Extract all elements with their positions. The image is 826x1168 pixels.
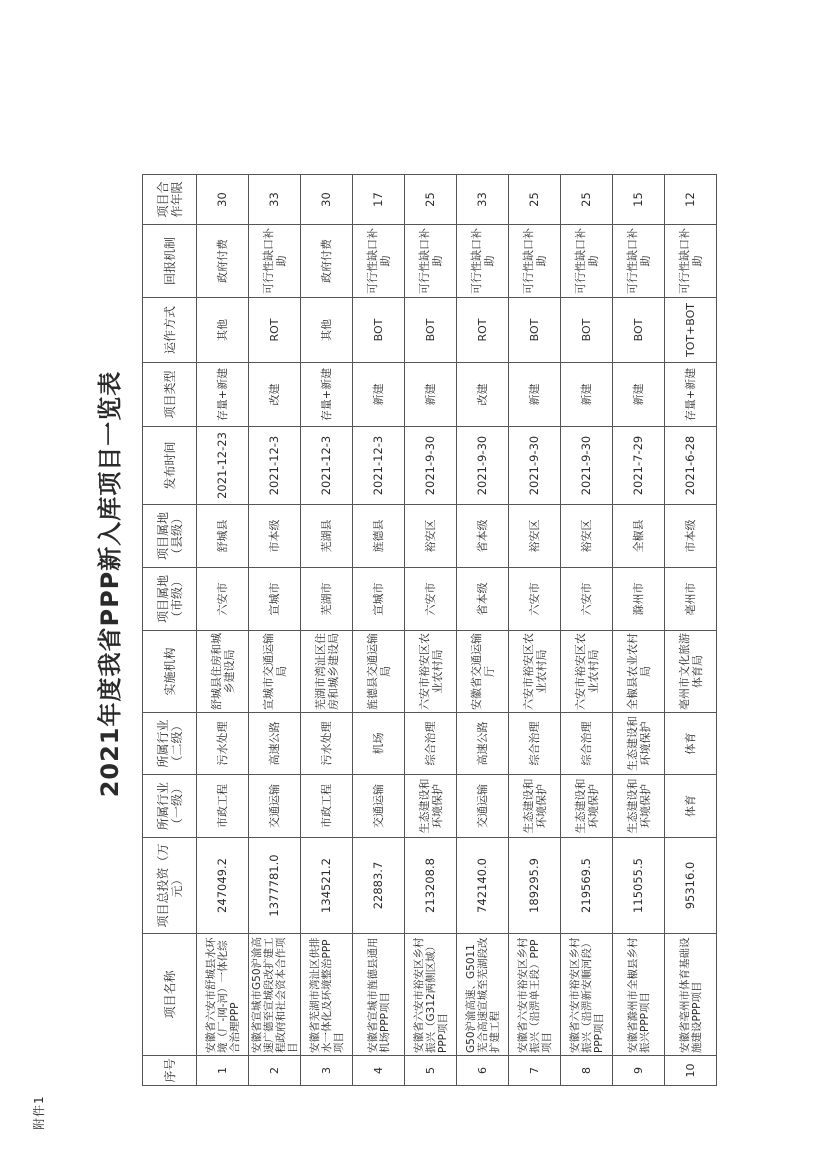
cell-implementing-agency: 亳州市文化旅游体育局: [665, 631, 717, 713]
header-industry-level1: 所属行业（一级）: [143, 775, 197, 838]
cell-industry-level1: 体育: [665, 775, 717, 838]
cell-return-mechanism: 政府付费: [197, 225, 249, 298]
cell-total-investment: 213208.8: [405, 838, 457, 934]
cell-county: 市本级: [249, 505, 301, 568]
table-row: [249, 175, 301, 1086]
cell-industry-level1: 生态建设和环境保护: [613, 775, 665, 838]
cell-project-type: 存量+新建: [197, 363, 249, 427]
cell-return-mechanism: 可行性缺口补助: [249, 225, 301, 298]
cell-return-mechanism: 可行性缺口补助: [353, 225, 405, 298]
cell-index: 8: [561, 1056, 613, 1086]
cell-county: 芜湖县: [301, 505, 353, 568]
cell-return-mechanism: 可行性缺口补助: [457, 225, 509, 298]
cell-city: 亳州市: [665, 568, 717, 631]
cell-index: 7: [509, 1056, 561, 1086]
cell-index: 9: [613, 1056, 665, 1086]
cell-project-name: 安徽省六安市裕安区乡村振兴（G312两侧区域）PPP项目: [405, 934, 457, 1056]
cell-industry-level1: 交通运输: [457, 775, 509, 838]
cell-return-mechanism: 可行性缺口补助: [405, 225, 457, 298]
header-release-date: 发布时间: [143, 427, 197, 505]
cell-release-date: 2021-12-3: [353, 427, 405, 505]
cell-city: 省本级: [457, 568, 509, 631]
cell-industry-level1: 生态建设和环境保护: [561, 775, 613, 838]
cell-county: 舒城县: [197, 505, 249, 568]
cell-index: 10: [665, 1056, 717, 1086]
header-total-investment: 项目总投资（万元）: [143, 838, 197, 934]
cell-cooperation-term: 25: [561, 175, 613, 225]
cell-implementing-agency: 全椒县农业农村局: [613, 631, 665, 713]
cell-project-name: 安徽省六安市舒城县水环境（厂-网-河）一体化综合治理PPP: [197, 934, 249, 1056]
cell-project-name: 安徽省六安市裕安区乡村振兴（沿淠新安顺河段）PPP项目: [561, 934, 613, 1056]
cell-project-name: 安徽省芜湖市湾沚区供排水一体化及环境整治PPP项目: [301, 934, 353, 1056]
cell-project-type: 存量+新建: [301, 363, 353, 427]
cell-cooperation-term: 25: [509, 175, 561, 225]
cell-total-investment: 95316.0: [665, 838, 717, 934]
cell-index: 2: [249, 1056, 301, 1086]
cell-implementing-agency: 安徽省交通运输厅: [457, 631, 509, 713]
cell-return-mechanism: 可行性缺口补助: [561, 225, 613, 298]
cell-operation-mode: BOT: [561, 298, 613, 363]
cell-total-investment: 742140.0: [457, 838, 509, 934]
cell-implementing-agency: 六安市裕安区农业农村局: [405, 631, 457, 713]
cell-industry-level2: 综合治理: [405, 713, 457, 775]
cell-industry-level1: 交通运输: [353, 775, 405, 838]
cell-cooperation-term: 25: [405, 175, 457, 225]
cell-industry-level2: 高速公路: [457, 713, 509, 775]
cell-index: 6: [457, 1056, 509, 1086]
attachment-label: 附件1: [32, 1095, 46, 1130]
cell-operation-mode: BOT: [613, 298, 665, 363]
cell-industry-level2: 体育: [665, 713, 717, 775]
cell-operation-mode: ROT: [249, 298, 301, 363]
cell-return-mechanism: 可行性缺口补助: [665, 225, 717, 298]
cell-city: 滁州市: [613, 568, 665, 631]
cell-total-investment: 134521.2: [301, 838, 353, 934]
cell-index: 3: [301, 1056, 353, 1086]
header-county: 项目属地（县级）: [143, 505, 197, 568]
cell-release-date: 2021-9-30: [509, 427, 561, 505]
cell-return-mechanism: 政府付费: [301, 225, 353, 298]
cell-total-investment: 189295.9: [509, 838, 561, 934]
cell-release-date: 2021-9-30: [457, 427, 509, 505]
cell-county: 裕安区: [509, 505, 561, 568]
cell-project-type: 新建: [561, 363, 613, 427]
cell-implementing-agency: 六安市裕安区农业农村局: [509, 631, 561, 713]
cell-implementing-agency: 芜湖市湾沚区住房和城乡建设局: [301, 631, 353, 713]
cell-cooperation-term: 33: [249, 175, 301, 225]
table-row: [665, 175, 717, 1086]
header-implementing-agency: 实施机构: [143, 631, 197, 713]
cell-total-investment: 115055.5: [613, 838, 665, 934]
cell-release-date: 2021-12-3: [301, 427, 353, 505]
cell-city: 芜湖市: [301, 568, 353, 631]
cell-return-mechanism: 可行性缺口补助: [613, 225, 665, 298]
cell-project-name: 安徽省宣城市旌德县通用机场PPP项目: [353, 934, 405, 1056]
table-row: [457, 175, 509, 1086]
table-header-row: [143, 175, 197, 1086]
cell-city: 六安市: [509, 568, 561, 631]
table-row: [301, 175, 353, 1086]
cell-implementing-agency: 舒城县住房和城乡建设局: [197, 631, 249, 713]
cell-industry-level2: 高速公路: [249, 713, 301, 775]
cell-total-investment: 22883.7: [353, 838, 405, 934]
cell-cooperation-term: 30: [301, 175, 353, 225]
cell-index: 4: [353, 1056, 405, 1086]
cell-release-date: 2021-6-28: [665, 427, 717, 505]
cell-release-date: 2021-12-3: [249, 427, 301, 505]
header-cooperation-term: 项目合作年限: [143, 175, 197, 225]
cell-industry-level1: 生态建设和环境保护: [405, 775, 457, 838]
cell-operation-mode: ROT: [457, 298, 509, 363]
cell-cooperation-term: 33: [457, 175, 509, 225]
cell-industry-level2: 污水处理: [301, 713, 353, 775]
cell-implementing-agency: 宣城市交通运输局: [249, 631, 301, 713]
cell-county: 市本级: [665, 505, 717, 568]
cell-return-mechanism: 可行性缺口补助: [509, 225, 561, 298]
table-row: [197, 175, 249, 1086]
cell-industry-level1: 生态建设和环境保护: [509, 775, 561, 838]
cell-project-type: 改建: [249, 363, 301, 427]
cell-city: 六安市: [561, 568, 613, 631]
cell-project-name: 安徽省宣城市G50沪渝高速广德至宣城段改扩建工程政府和社会资本合作项目: [249, 934, 301, 1056]
cell-city: 六安市: [405, 568, 457, 631]
cell-county: 省本级: [457, 505, 509, 568]
cell-total-investment: 1377781.0: [249, 838, 301, 934]
cell-project-type: 存量+新建: [665, 363, 717, 427]
cell-total-investment: 219569.5: [561, 838, 613, 934]
cell-release-date: 2021-12-23: [197, 427, 249, 505]
cell-city: 六安市: [197, 568, 249, 631]
ppp-project-table: [142, 174, 717, 1086]
table-row: [405, 175, 457, 1086]
cell-project-name: 安徽省滁州市全椒县乡村振兴PPP项目: [613, 934, 665, 1056]
cell-release-date: 2021-9-30: [405, 427, 457, 505]
cell-industry-level2: 综合治理: [561, 713, 613, 775]
cell-release-date: 2021-7-29: [613, 427, 665, 505]
table-row: [353, 175, 405, 1086]
cell-project-type: 新建: [405, 363, 457, 427]
cell-project-type: 新建: [353, 363, 405, 427]
table-row: [509, 175, 561, 1086]
cell-implementing-agency: 旌德县交通运输局: [353, 631, 405, 713]
cell-operation-mode: BOT: [353, 298, 405, 363]
cell-release-date: 2021-9-30: [561, 427, 613, 505]
header-industry-level2: 所属行业（二级）: [143, 713, 197, 775]
cell-industry-level2: 污水处理: [197, 713, 249, 775]
header-project-type: 项目类型: [143, 363, 197, 427]
cell-project-name: 安徽省亳州市体育基础设施建设PPP项目: [665, 934, 717, 1056]
cell-index: 5: [405, 1056, 457, 1086]
cell-project-name: G50沪渝高速、G5011芜合高速宣城至芜湖段改扩建工程: [457, 934, 509, 1056]
cell-industry-level2: 综合治理: [509, 713, 561, 775]
cell-implementing-agency: 六安市裕安区农业农村局: [561, 631, 613, 713]
cell-project-type: 新建: [509, 363, 561, 427]
cell-county: 旌德县: [353, 505, 405, 568]
cell-index: 1: [197, 1056, 249, 1086]
header-index: 序号: [143, 1056, 197, 1086]
cell-cooperation-term: 12: [665, 175, 717, 225]
cell-industry-level1: 交通运输: [249, 775, 301, 838]
cell-cooperation-term: 17: [353, 175, 405, 225]
cell-project-type: 新建: [613, 363, 665, 427]
page-title: 2021年度我省PPP新入库项目一览表: [96, 370, 124, 798]
cell-city: 宣城市: [353, 568, 405, 631]
cell-industry-level2: 机场: [353, 713, 405, 775]
cell-operation-mode: 其他: [301, 298, 353, 363]
cell-county: 裕安区: [561, 505, 613, 568]
cell-operation-mode: BOT: [509, 298, 561, 363]
cell-total-investment: 247049.2: [197, 838, 249, 934]
header-return-mechanism: 回报机制: [143, 225, 197, 298]
cell-cooperation-term: 15: [613, 175, 665, 225]
cell-operation-mode: TOT+BOT: [665, 298, 717, 363]
header-operation-mode: 运作方式: [143, 298, 197, 363]
cell-industry-level1: 市政工程: [197, 775, 249, 838]
cell-operation-mode: BOT: [405, 298, 457, 363]
cell-cooperation-term: 30: [197, 175, 249, 225]
cell-county: 全椒县: [613, 505, 665, 568]
cell-county: 裕安区: [405, 505, 457, 568]
cell-project-type: 改建: [457, 363, 509, 427]
cell-city: 宣城市: [249, 568, 301, 631]
cell-industry-level1: 市政工程: [301, 775, 353, 838]
cell-industry-level2: 生态建设和环境保护: [613, 713, 665, 775]
cell-operation-mode: 其他: [197, 298, 249, 363]
table-row: [613, 175, 665, 1086]
header-project-name: 项目名称: [143, 934, 197, 1056]
header-city: 项目属地（市级）: [143, 568, 197, 631]
table-row: [561, 175, 613, 1086]
cell-project-name: 安徽省六安市裕安区乡村振兴（沿淠单王段）PPP项目: [509, 934, 561, 1056]
